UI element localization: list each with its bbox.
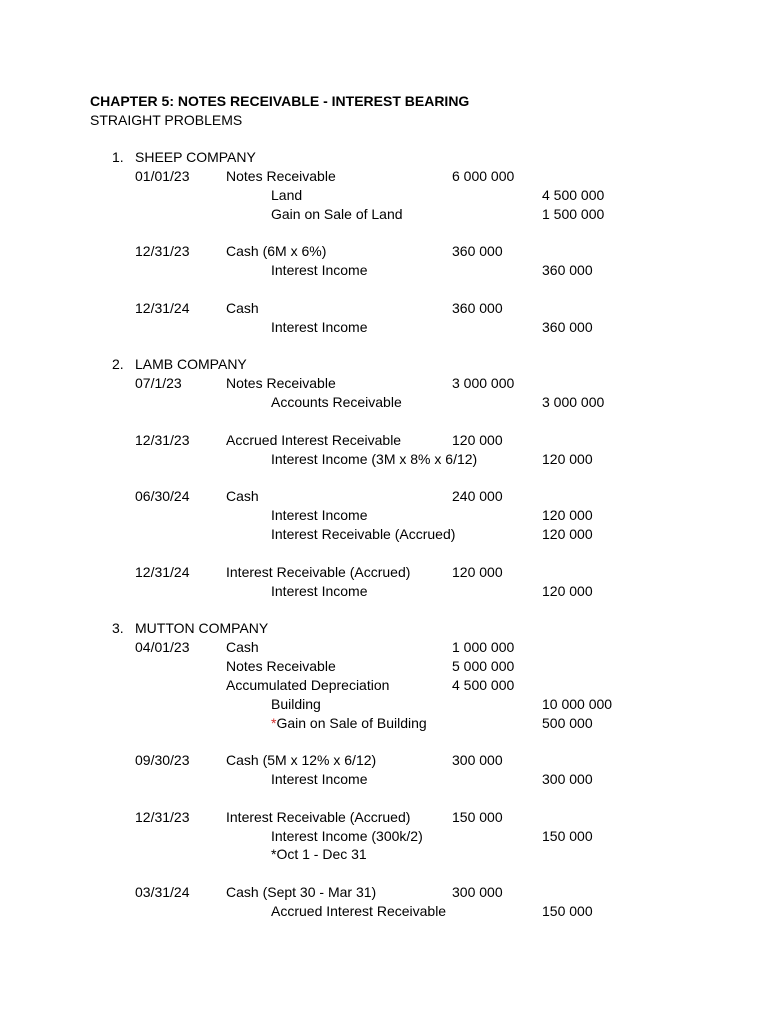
account-name [271,318,368,337]
account-label: Interest Income [271,507,368,524]
journal-row [0,393,768,412]
debit-amount: 5 000 000 [452,657,515,674]
account-label: Building [271,695,321,712]
account-label: Interest Receivable (Accrued) [226,808,411,825]
journal-row [0,205,768,224]
blank-row [0,864,768,883]
credit-amount: 300 000 [542,771,593,788]
journal-row [0,525,768,544]
account-name [226,676,389,695]
account-label: *Oct 1 - Dec 31 [271,846,367,863]
account-label: Cash [226,299,259,316]
account-label: Interest Receivable (Accrued) [271,526,456,542]
account-label: Interest Receivable (Accrued) [226,563,411,580]
account-name [226,242,326,261]
journal-row [0,261,768,280]
account-label: Cash (6M x 6%) [226,243,327,260]
problem-number: 3. [112,620,124,637]
account-name [226,751,376,770]
debit-amount: 120 000 [452,563,503,580]
account-name [226,167,336,186]
journal-row [0,299,768,318]
debit-amount: 4 500 000 [452,676,515,693]
entry-date: 09/30/23 [135,752,190,769]
debit-amount: 120 000 [452,431,503,448]
account-label: Interest Income [271,771,368,788]
journal-row [0,582,768,601]
blank-row [0,337,768,356]
account-name [271,506,368,525]
account-name [271,714,427,733]
blank-row [0,280,768,299]
account-label: Cash (5M x 12% x 6/12) [226,752,377,769]
journal-row [0,695,768,714]
journal-row [0,242,768,261]
account-label: Interest Income [271,262,368,279]
entry-date: 01/01/23 [135,167,190,184]
account-name [271,205,403,224]
account-label: Gain on Sale of Land [271,205,403,222]
problem-number: 2. [112,356,124,373]
account-name [226,431,401,450]
debit-amount: 240 000 [452,488,503,505]
asterisk-mark: * [271,714,277,731]
entry-date: 04/01/23 [135,639,190,656]
journal-row [0,770,768,789]
credit-amount: 10 000 000 [542,695,613,712]
blank-row [0,544,768,563]
account-name [271,827,423,846]
account-name [271,770,368,789]
entry-date: 06/30/24 [135,488,190,505]
company-name: SHEEP COMPANY [135,149,256,165]
debit-amount: 3 000 000 [452,375,515,392]
account-label: Accounts Receivable [271,394,402,411]
account-label: Notes Receivable [226,375,336,392]
problem-header [0,619,768,638]
account-name [226,563,410,582]
credit-amount: 4 500 000 [542,186,605,203]
problem-header [0,355,768,374]
debit-amount: 300 000 [452,752,503,769]
account-label: Accrued Interest Receivable [226,431,402,448]
entry-date: 12/31/23 [135,808,190,825]
account-label: Interest Income [271,318,368,335]
credit-amount: 3 000 000 [542,394,605,411]
account-label: Cash [226,488,259,505]
journal-row [0,751,768,770]
debit-amount: 360 000 [452,299,503,316]
account-label: Land [271,186,303,203]
section-subtitle: STRAIGHT PROBLEMS [90,112,243,128]
account-label: Cash [226,639,259,656]
account-name [226,374,336,393]
journal-row [0,827,768,846]
entry-date: 12/31/24 [135,563,190,580]
credit-amount: 120 000 [542,507,593,524]
journal-row [0,487,768,506]
credit-amount: 360 000 [542,318,593,335]
journal-row [0,883,768,902]
account-name [226,299,259,318]
account-name [271,261,368,280]
entry-date: 12/31/24 [135,299,190,316]
credit-amount: 120 000 [542,526,593,542]
account-label: Interest Income (300k/2) [271,827,423,844]
chapter-title: CHAPTER 5: NOTES RECEIVABLE - INTEREST BEARING [90,93,470,109]
debit-amount: 300 000 [452,884,503,901]
journal-row [0,845,768,864]
account-label: Notes Receivable [226,657,336,674]
journal-row [0,902,768,921]
problem-header [0,148,768,167]
blank-row [0,223,768,242]
account-name [271,186,302,205]
journal-row [0,657,768,676]
journal-row [0,714,768,733]
blank-row [0,412,768,431]
credit-amount: 150 000 [542,903,593,919]
account-name [271,695,321,714]
debit-amount: 6 000 000 [452,167,515,184]
credit-amount: 500 000 [542,714,593,731]
entry-date: 12/31/23 [135,431,190,448]
problem-number: 1. [112,149,124,165]
credit-amount: 1 500 000 [542,205,605,222]
account-label: Gain on Sale of Building [276,714,427,731]
journal-row [0,563,768,582]
journal-row [0,808,768,827]
journal-row [0,506,768,525]
account-name [226,808,410,827]
account-name [226,638,259,657]
account-name [271,525,455,544]
debit-amount: 150 000 [452,808,503,825]
credit-amount: 120 000 [542,582,593,599]
blank-row [0,600,768,619]
account-name [271,845,367,864]
journal-row [0,676,768,695]
account-name [226,487,259,506]
company-name: LAMB COMPANY [135,356,247,373]
entry-date: 03/31/24 [135,884,190,901]
journal-row [0,638,768,657]
account-label: Interest Income (3M x 8% x 6/12) [271,450,478,467]
blank-row [0,732,768,751]
account-name [226,883,376,902]
account-label: Cash (Sept 30 - Mar 31) [226,884,377,901]
journal-row [0,186,768,205]
account-label: Accumulated Depreciation [226,676,390,693]
account-name [226,657,336,676]
entry-date: 07/1/23 [135,375,182,392]
blank-row [0,789,768,808]
account-name [271,393,402,412]
account-name [271,450,477,469]
account-label: Notes Receivable [226,167,336,184]
account-name [271,582,368,601]
journal-row [0,318,768,337]
credit-amount: 150 000 [542,827,593,844]
company-name: MUTTON COMPANY [135,620,269,637]
credit-amount: 360 000 [542,262,593,279]
credit-amount: 120 000 [542,450,593,467]
journal-row [0,450,768,469]
account-label: Interest Income [271,582,368,599]
journal-row [0,167,768,186]
account-label: Accrued Interest Receivable [271,903,447,919]
journal-row [0,431,768,450]
debit-amount: 1 000 000 [452,639,515,656]
account-name [271,902,446,921]
journal-row [0,374,768,393]
debit-amount: 360 000 [452,243,503,260]
entry-date: 12/31/23 [135,243,190,260]
blank-row [0,468,768,487]
